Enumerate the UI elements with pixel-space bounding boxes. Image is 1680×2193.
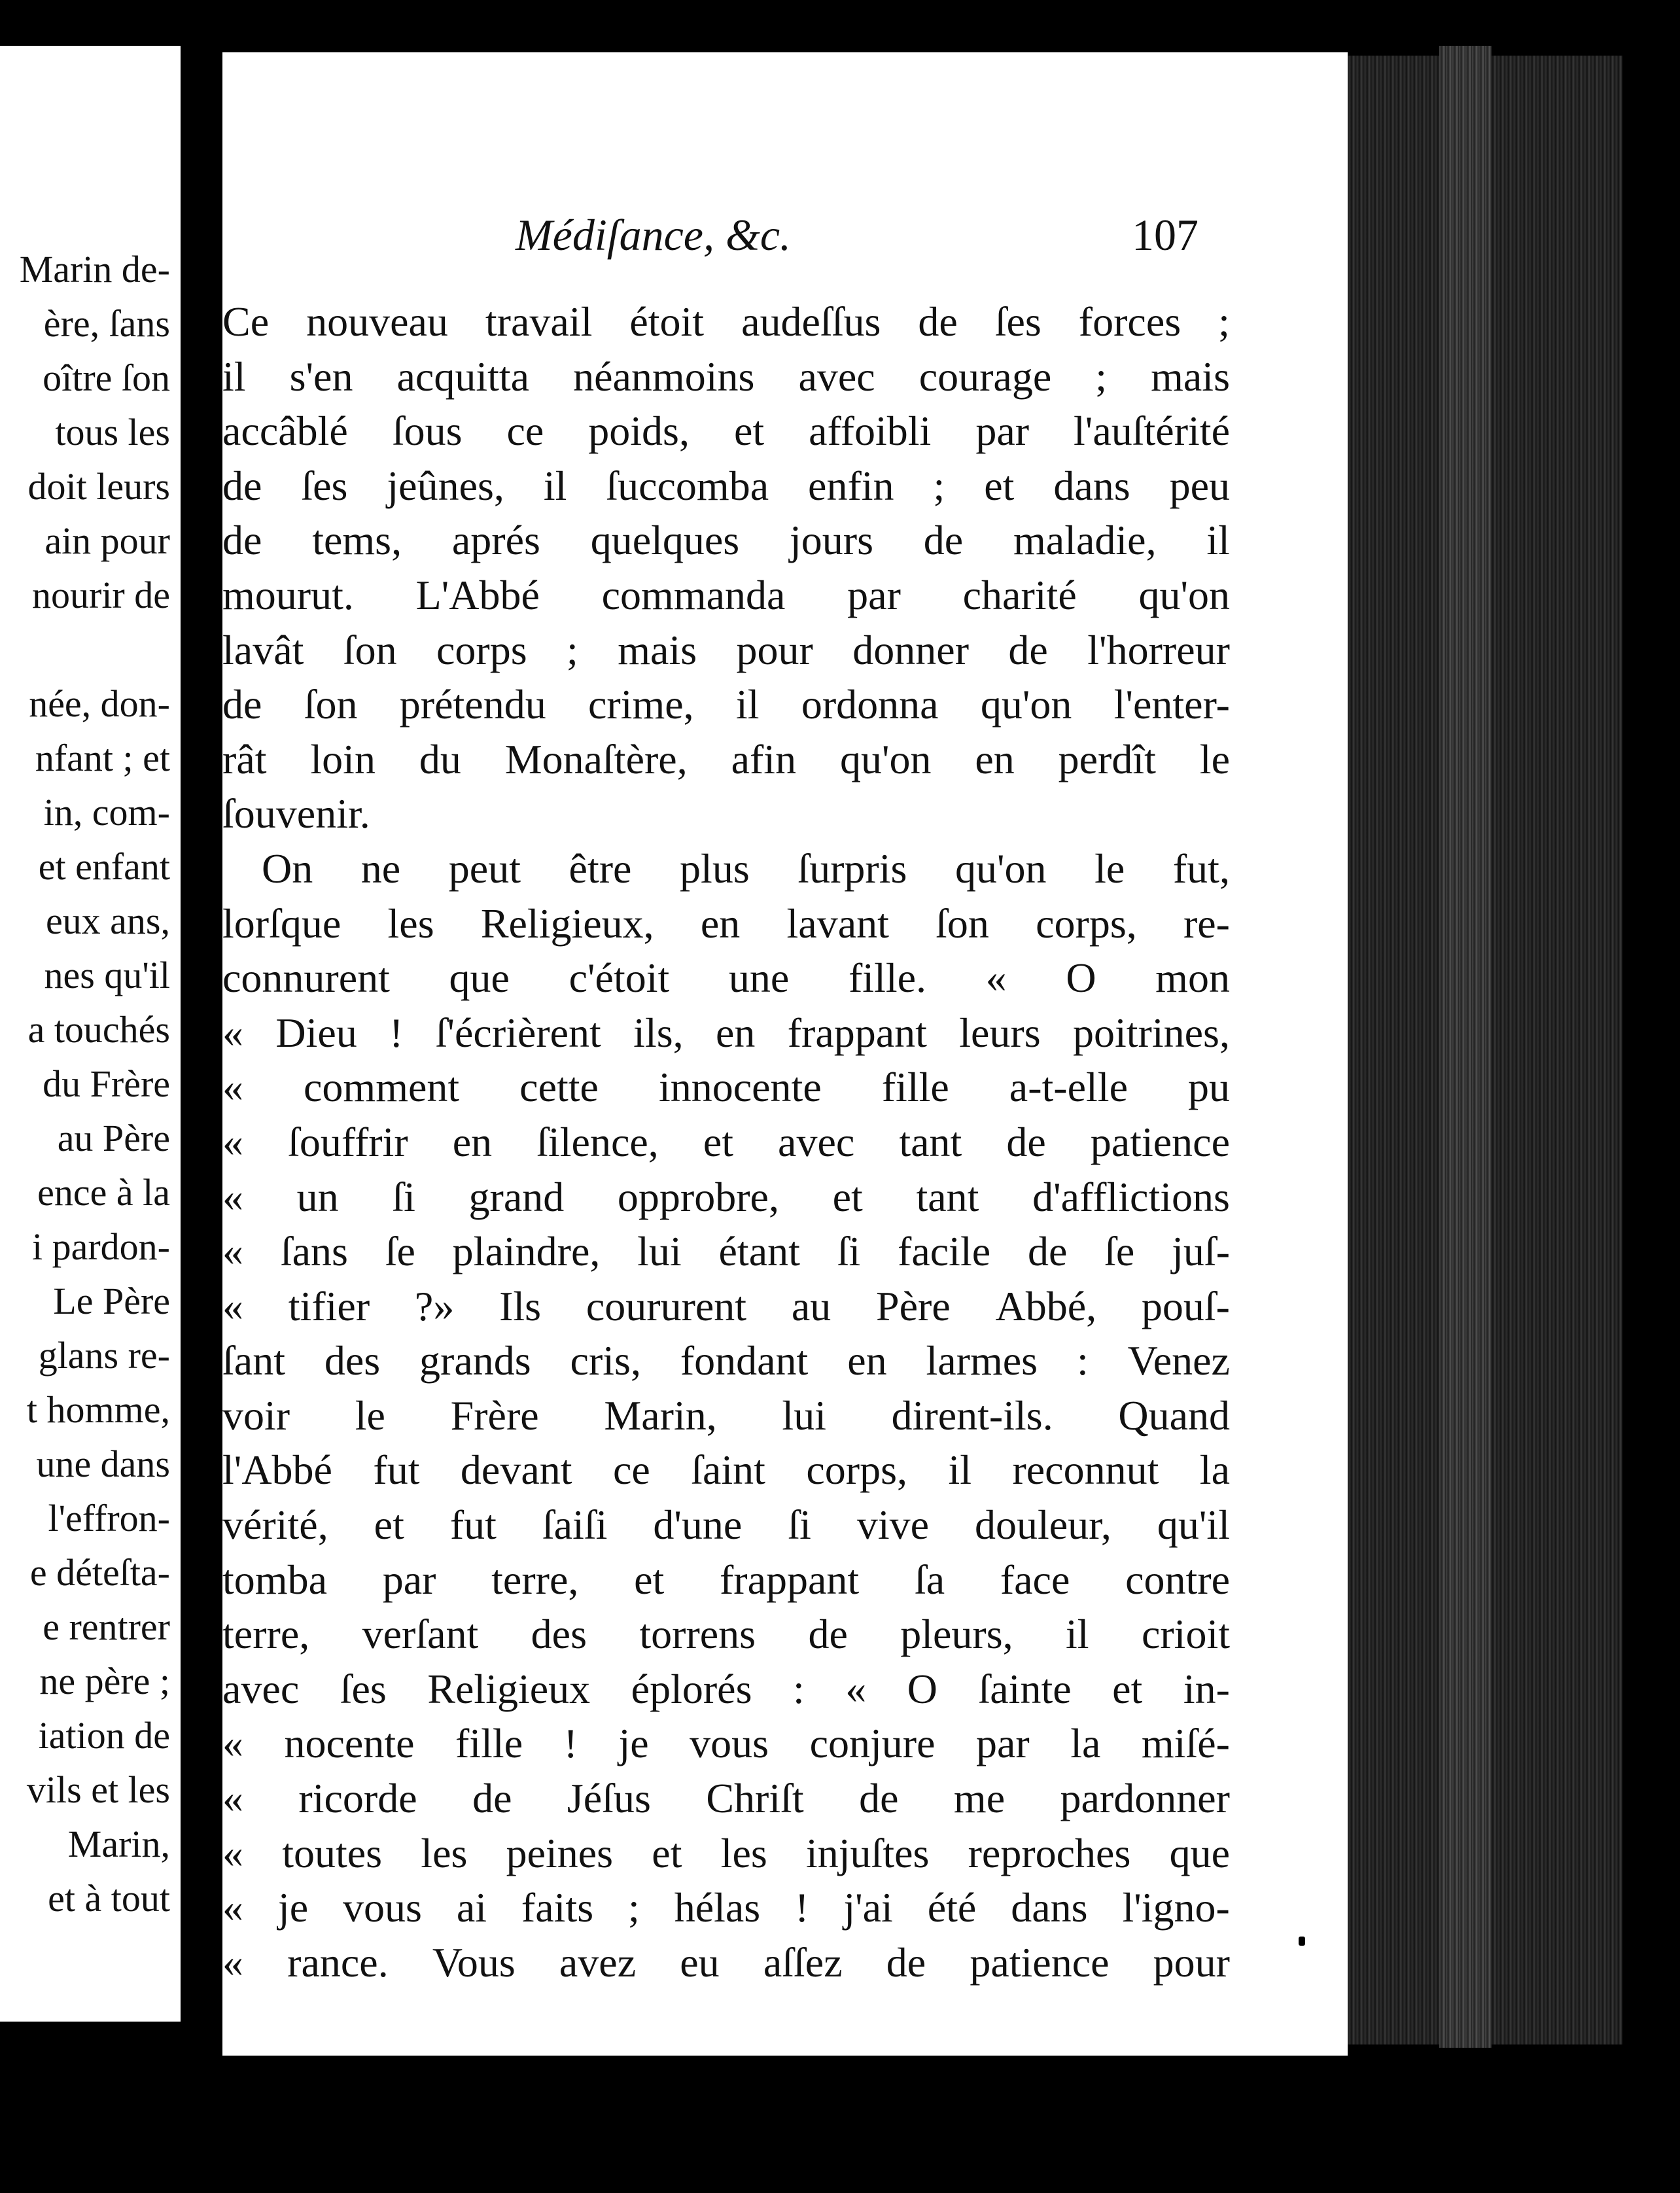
left-page-line: tous les	[55, 411, 170, 453]
right-page	[222, 52, 1348, 2056]
text-line: « toutes les peines et les injuſtes reproches que	[222, 1829, 1230, 1876]
left-page-line: glans re-	[38, 1334, 170, 1377]
left-page-line: l'effron-	[48, 1497, 170, 1539]
left-page-line: oître ſon	[43, 357, 170, 399]
text-line: lavât ſon corps ; mais pour donner de l'horreur	[222, 626, 1230, 673]
text-line: « comment cette innocente fille a-t-elle pu	[222, 1064, 1230, 1111]
text-line: « un ſi grand opprobre, et tant d'afflictions	[222, 1173, 1230, 1220]
text-line: Ce nouveau travail étoit audeſſus de ſes forces ;	[222, 298, 1230, 345]
ink-speck	[1299, 1937, 1305, 1946]
page-header	[222, 157, 1217, 260]
text-line: « Dieu ! ſ'écrièrent ils, en frappant leurs poitrines,	[222, 1009, 1230, 1056]
text-line: vérité, et fut ſaiſi d'une ſi vive douleur, qu'il	[222, 1501, 1230, 1549]
text-line: l'Abbé fut devant ce ſaint corps, il reconnut la	[222, 1447, 1230, 1494]
left-page-line: doit leurs	[27, 465, 170, 508]
left-page-line: t homme,	[26, 1388, 170, 1431]
left-page-line	[0, 622, 170, 676]
text-line: connurent que c'étoit une fille. « O mon	[222, 955, 1230, 1002]
left-page-line: eux ans,	[45, 900, 170, 942]
left-page-line: du Frère	[43, 1062, 170, 1105]
text-line: ſouvenir.	[222, 790, 370, 837]
left-page-line: ère, ſans	[43, 302, 170, 345]
left-page-line: Le Père	[53, 1280, 170, 1322]
text-line: lorſque les Religieux, en lavant ſon corps, re-	[222, 900, 1230, 947]
left-page-line: et à tout	[48, 1877, 170, 1920]
left-page-line: et enfant	[38, 845, 170, 888]
text-line: « tifier ?» Ils coururent au Père Abbé, pouſ-	[222, 1282, 1230, 1329]
text-line: rât loin du Monaſtère, afin qu'on en perdît le	[222, 735, 1230, 782]
text-line: ſant des grands cris, fondant en larmes : Venez	[222, 1337, 1230, 1384]
left-page-text	[0, 242, 170, 1925]
text-line: il s'en acquitta néanmoins avec courage ; mais	[222, 353, 1230, 400]
text-line: de ſes jeûnes, il ſuccomba enfin ; et dans peu	[222, 462, 1230, 509]
page-block-edge-inner	[1439, 46, 1492, 2048]
left-page-line: nes qu'il	[44, 954, 170, 996]
left-page-line: Marin,	[67, 1823, 170, 1865]
text-line: voir le Frère Marin, lui dirent-ils. Quand	[222, 1392, 1230, 1439]
text-line: On ne peut être plus ſurpris qu'on le fut,	[262, 845, 1230, 892]
left-page-line: nourir de	[32, 574, 170, 616]
left-page-line: vils et les	[26, 1768, 170, 1811]
text-line: de ſon prétendu crime, il ordonna qu'on l'enter-	[222, 681, 1230, 728]
left-page-line: ence à la	[37, 1171, 170, 1214]
left-page-line: au Père	[57, 1117, 170, 1159]
text-line: accâblé ſous ce poids, et affoibli par l'auſtérité	[222, 408, 1230, 455]
text-line: « nocente fille ! je vous conjure par la miſé-	[222, 1720, 1230, 1767]
left-page-line: in, com-	[43, 791, 170, 833]
left-page-line: e déteſta-	[29, 1551, 170, 1594]
left-page-line: nfant ; et	[35, 737, 170, 779]
left-page-line: née, don-	[29, 682, 170, 725]
left-page-line: ain pour	[44, 519, 170, 562]
left-facing-page	[0, 46, 181, 2022]
text-line: terre, verſant des torrens de pleurs, il crioit	[222, 1611, 1230, 1658]
text-line: avec ſes Religieux éplorés : « O ſainte et in-	[222, 1665, 1230, 1712]
left-page-line: Marin de-	[19, 248, 170, 290]
text-line: tomba par terre, et frappant ſa face contre	[222, 1556, 1230, 1603]
left-page-line: e rentrer	[43, 1605, 170, 1648]
left-page-line: iation de	[38, 1714, 170, 1757]
book-gutter	[181, 46, 226, 2022]
running-title: Médiſance, &c.	[516, 210, 792, 260]
text-line: de tems, aprés quelques jours de maladie, il	[222, 517, 1230, 564]
left-page-line: ne père ;	[39, 1660, 170, 1702]
page-number: 107	[1132, 210, 1199, 260]
text-line: « ricorde de Jéſus Chriſt de me pardonner	[222, 1775, 1230, 1822]
left-page-line: a touchés	[27, 1008, 170, 1051]
text-line: « rance. Vous avez eu aſſez de patience pour	[222, 1939, 1230, 1986]
text-line: « ſans ſe plaindre, lui étant ſi facile de ſe juſ-	[222, 1228, 1230, 1275]
body-text	[222, 294, 1230, 1990]
text-line: « je vous ai faits ; hélas ! j'ai été dans l'igno-	[222, 1884, 1230, 1931]
left-page-line: une dans	[36, 1443, 170, 1485]
text-line: mourut. L'Abbé commanda par charité qu'on	[222, 571, 1230, 618]
left-page-line: i pardon-	[32, 1225, 170, 1268]
text-line: « ſouffrir en ſilence, et avec tant de patience	[222, 1118, 1230, 1165]
